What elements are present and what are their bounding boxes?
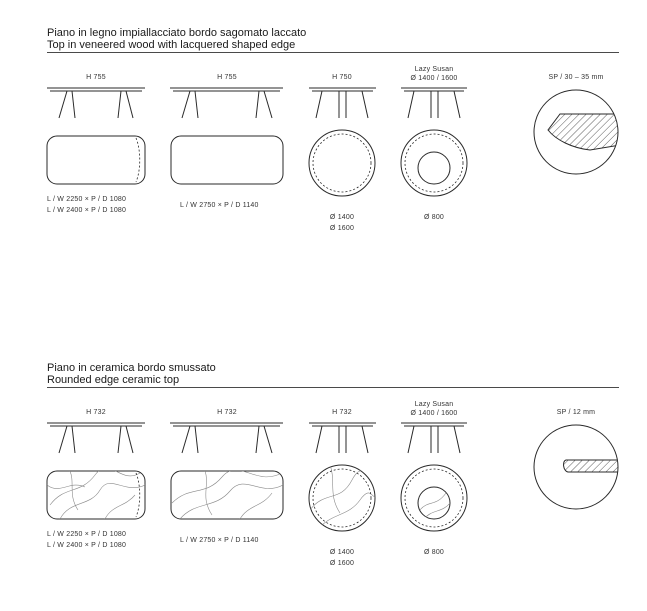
edge-thickness-label: SP / 30 – 35 mm (548, 74, 604, 81)
diameter-label: Ø 1400 (329, 214, 355, 221)
section-title-italian: Piano in legno impiallacciato bordo sagomato laccato (47, 27, 307, 39)
height-label: H 755 (86, 74, 106, 81)
dimension-label: L / W 2400 × P / D 1080 (47, 207, 127, 214)
height-label: H 732 (332, 409, 352, 416)
lazy-susan-title: Lazy Susan (414, 66, 454, 73)
diameter-label: Ø 1600 (329, 225, 355, 232)
lazy-susan-center-label: Ø 800 (423, 214, 445, 221)
dimension-label: L / W 2750 × P / D 1140 (180, 537, 259, 544)
edge-detail-magnifier (534, 425, 620, 509)
table-plan-round (309, 130, 375, 196)
section-title-english: Top in veneered wood with lacquered shaped edge (47, 39, 296, 51)
height-label: H 732 (217, 409, 237, 416)
table-elevation-round (309, 423, 376, 453)
height-label: H 732 (86, 409, 106, 416)
dimension-label: L / W 2750 × P / D 1140 (180, 202, 259, 209)
diameter-label: Ø 1400 (329, 549, 355, 556)
section-title-italian: Piano in ceramica bordo smussato (47, 362, 216, 374)
edge-thickness-label: SP / 12 mm (556, 409, 596, 416)
table-plan-large (171, 136, 283, 184)
table-plan-large (171, 470, 283, 519)
table-plan-lazy-susan (401, 465, 467, 531)
lazy-susan-dims: Ø 1400 / 1600 (410, 75, 458, 82)
edge-detail-magnifier (534, 90, 620, 174)
table-plan-lazy-susan (401, 130, 467, 196)
height-label: H 750 (332, 74, 352, 81)
table-elevation-small (47, 423, 145, 453)
table-plan-round (309, 465, 378, 531)
lazy-susan-title: Lazy Susan (414, 401, 454, 408)
lazy-susan-dims: Ø 1400 / 1600 (410, 410, 458, 417)
table-elevation-large (170, 423, 283, 453)
height-label: H 755 (217, 74, 237, 81)
table-elevation-lazy-susan (401, 423, 467, 453)
table-elevation-large (170, 88, 283, 118)
dimension-label: L / W 2400 × P / D 1080 (47, 542, 127, 549)
dimension-label: L / W 2250 × P / D 1080 (47, 531, 127, 538)
wood-table-drawings (0, 0, 647, 260)
table-elevation-small (47, 88, 145, 118)
lazy-susan-center-label: Ø 800 (423, 549, 445, 556)
table-elevation-lazy-susan (401, 88, 467, 118)
table-elevation-round (309, 88, 376, 118)
section-title-english: Rounded edge ceramic top (47, 374, 180, 386)
dimension-label: L / W 2250 × P / D 1080 (47, 196, 127, 203)
ceramic-table-drawings (0, 335, 647, 595)
table-plan-small (47, 468, 145, 519)
diameter-label: Ø 1600 (329, 560, 355, 567)
table-plan-small (47, 136, 145, 184)
